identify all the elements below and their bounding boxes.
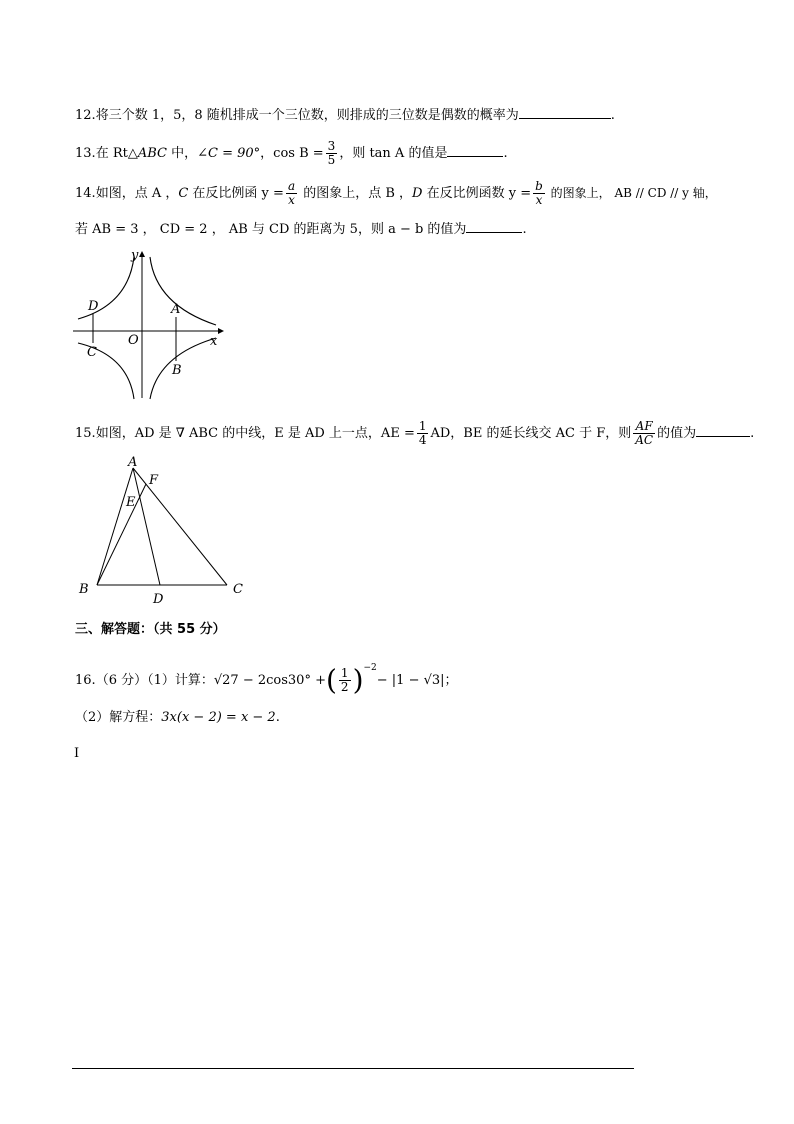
- q15-post: 的值为: [657, 426, 697, 441]
- q14-text-e: 的图象上， AB // CD // y 轴，: [546, 186, 717, 200]
- q14-fraction-b: $\frac{b}{x}$: [535, 179, 543, 207]
- q12-number: 12.: [75, 108, 96, 123]
- label-x: x: [210, 334, 218, 349]
- question-14-line1: [75, 180, 717, 207]
- side-ab: [97, 468, 133, 585]
- q15-fraction-quarter: $\frac{1}{4}$: [418, 419, 427, 447]
- label-d: D: [88, 299, 99, 314]
- q14-text-a: 如图，点 A ，: [95, 186, 179, 201]
- label-a: A: [128, 455, 138, 470]
- q14-answer-blank[interactable]: [466, 218, 522, 233]
- q14-end: .: [522, 222, 527, 237]
- label-a: A: [171, 302, 181, 317]
- side-ac: [133, 468, 227, 585]
- label-o: O: [128, 333, 139, 348]
- footer-rule: [72, 1068, 634, 1069]
- question-13: [75, 140, 508, 167]
- question-14-line2: [75, 218, 527, 240]
- curve-quadrant-1: [150, 257, 216, 325]
- label-b: B: [79, 582, 89, 597]
- q16-part2-label: （2）解方程：: [75, 710, 162, 725]
- question-16-part2: [75, 708, 280, 728]
- q12-answer-blank[interactable]: [519, 104, 611, 119]
- label-f: F: [149, 473, 159, 488]
- q16-equation-end: .: [275, 710, 280, 725]
- q14-text-line2: 若 AB = 3 ， CD = 2 ， AB 与 CD 的距离为 5，则 a − b 的值为: [75, 222, 467, 237]
- q13-number: 13.: [75, 146, 96, 161]
- label-c: C: [87, 345, 97, 360]
- figure-14-hyperbola: [68, 243, 228, 403]
- q16-equation: 3x(x − 2) = x − 2: [161, 710, 276, 725]
- line-bf: [97, 484, 146, 585]
- q16-expr-a: √27 − 2cos30° +: [213, 673, 326, 688]
- label-d: D: [153, 592, 164, 607]
- q16-fraction-half: $\frac{1}{2}$: [340, 666, 349, 694]
- q14-number: 14.: [75, 186, 96, 201]
- q13-cos: ，cos B =: [260, 146, 324, 161]
- q14-fraction-a: $\frac{a}{x}$: [287, 179, 296, 207]
- q16-exponent: −2: [363, 663, 377, 673]
- q15-mid: AD，BE 的延长线交 AC 于 F，则: [430, 426, 632, 441]
- q15-pre: 如图，AD 是 ∇ ABC 的中线，E 是 AD 上一点，AE =: [95, 426, 415, 441]
- q13-then: ，则 tan A 的值是: [339, 146, 448, 161]
- section-3-heading: 三、解答题：（共 55 分）: [75, 622, 226, 637]
- q13-end: .: [503, 146, 508, 161]
- q13-fraction: $\frac{3}{5}$: [327, 139, 336, 167]
- q14-text-c: 的图象上，点 B ，: [299, 186, 413, 201]
- q12-end: .: [610, 108, 615, 123]
- y-axis-arrow-icon: [139, 251, 145, 257]
- q16-number: 16.: [75, 673, 96, 688]
- q13-angle: ∠C = 90°: [197, 146, 261, 161]
- curve-quadrant-4: [150, 338, 216, 399]
- figure-15-triangle: [72, 452, 252, 607]
- label-c: C: [233, 582, 243, 597]
- q16-score: （6 分）: [95, 673, 148, 688]
- q15-number: 15.: [75, 426, 96, 441]
- q14-point-d: D: [412, 186, 423, 201]
- label-b: B: [172, 363, 182, 378]
- q14-text-d: 在反比例函数 y =: [422, 186, 532, 201]
- question-15: [75, 420, 754, 447]
- label-e: E: [126, 495, 136, 510]
- q14-text-b: 在反比例函 y =: [188, 186, 284, 201]
- q13-mid: 中，: [166, 146, 198, 161]
- q13-pre: 在 Rt△: [95, 146, 138, 161]
- q12-text: 将三个数 1，5，8 随机排成一个三位数，则排成的三位数是偶数的概率为: [95, 108, 519, 123]
- q16-expr-b: − |1 − √3|；: [376, 673, 458, 688]
- question-12: [75, 104, 615, 126]
- curve-quadrant-2: [78, 257, 134, 319]
- stray-mark: I: [74, 746, 80, 761]
- q15-fraction-ratio: $\frac{AF}{AC}$: [635, 419, 654, 447]
- question-16-part1: 16.（6 分）（1）计算：√27 − 2cos30° +( $\frac{1}{2}$ )$^{-2}$− |1 − √3|；: [75, 663, 458, 697]
- q16-part1-label: （1）计算：: [147, 673, 214, 688]
- q15-answer-blank[interactable]: [696, 422, 750, 437]
- q14-point-c: C: [178, 186, 189, 201]
- q15-end: .: [750, 426, 755, 441]
- label-y: y: [131, 248, 139, 263]
- q13-answer-blank[interactable]: [447, 142, 503, 157]
- q13-abc: ABC: [137, 146, 167, 161]
- x-axis-arrow-icon: [218, 328, 224, 334]
